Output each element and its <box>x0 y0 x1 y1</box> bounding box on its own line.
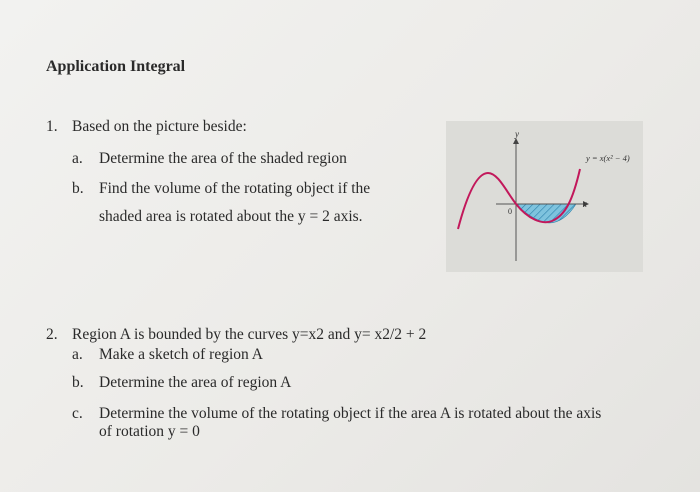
q2a-letter: a. <box>72 346 83 363</box>
q1b-text-line2: shaded area is rotated about the y = 2 axis. <box>99 208 363 225</box>
q2b-text: Determine the area of region A <box>99 374 292 391</box>
q2c-text-line1: Determine the volume of the rotating object if the area A is rotated about the axis <box>99 405 602 422</box>
q1-text: Based on the picture beside: <box>72 118 247 135</box>
q1b-letter: b. <box>72 180 84 197</box>
function-graph <box>446 121 643 272</box>
q2a-text: Make a sketch of region A <box>99 346 263 363</box>
cubic-curve <box>458 169 580 229</box>
curve-label: y = x(x² − 4) <box>586 153 630 163</box>
graph-svg <box>446 121 643 272</box>
q2c-letter: c. <box>72 405 83 422</box>
q2-text: Region A is bounded by the curves y=x2 and y= x2/2 + 2 <box>72 326 427 343</box>
q2-number: 2. <box>46 326 58 343</box>
q2b-letter: b. <box>72 374 84 391</box>
q1a-text: Determine the area of the shaded region <box>99 150 347 167</box>
page-title: Application Integral <box>46 58 186 75</box>
q1a-letter: a. <box>72 150 83 167</box>
q2c-text-line2: of rotation y = 0 <box>99 423 200 440</box>
origin-label: 0 <box>508 207 512 216</box>
q1b-text-line1: Find the volume of the rotating object if the <box>99 180 371 197</box>
q1-number: 1. <box>46 118 58 135</box>
y-axis-label: y <box>515 129 519 139</box>
x-axis-label: x <box>583 199 587 209</box>
